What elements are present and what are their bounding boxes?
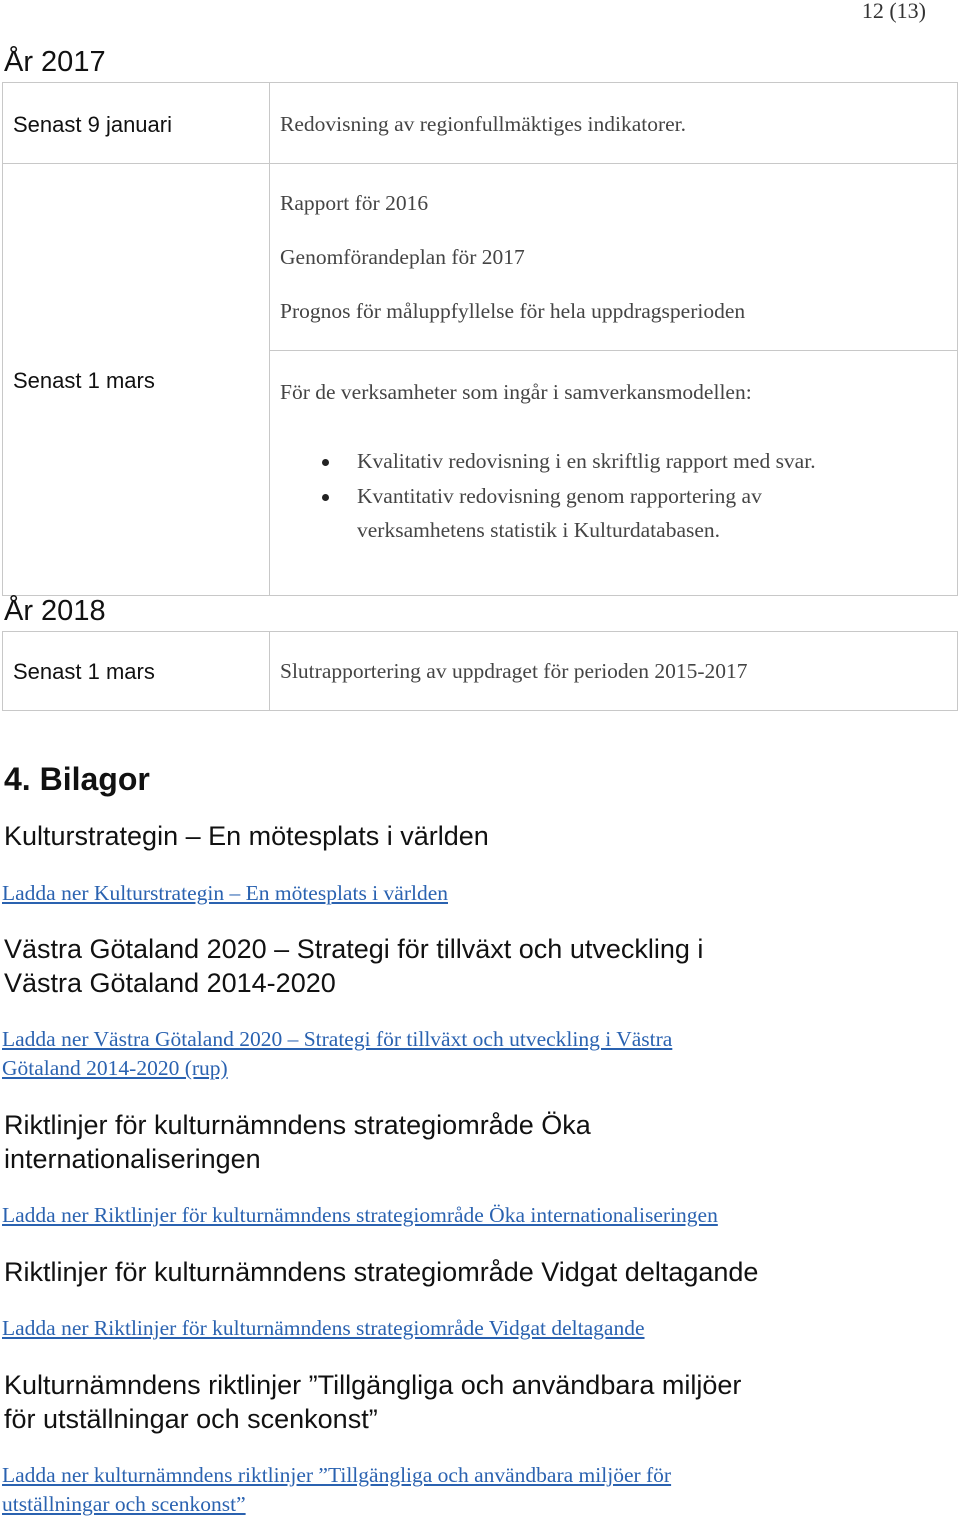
download-link[interactable]: Ladda ner Riktlinjer för kulturnämndens strategiområde Vidgat deltagande (2, 1316, 645, 1340)
section-title: 4. Bilagor (4, 761, 150, 797)
deadline-date: Senast 9 januari (13, 112, 172, 137)
task-line: Genomförandeplan för 2017 (280, 245, 525, 269)
page-number: 12 (13) (861, 0, 926, 23)
download-link[interactable]: utställningar och scenkonst” (2, 1492, 246, 1516)
task-line: Prognos för måluppfyllelse för hela uppdragsperioden (280, 299, 746, 323)
attachment-heading: internationaliseringen (4, 1144, 261, 1174)
deadline-date: Senast 1 mars (13, 659, 155, 684)
attachment-heading: Riktlinjer för kulturnämndens strategiområde Vidgat deltagande (4, 1257, 759, 1287)
attachment-heading: Kulturstrategin – En mötesplats i världen (4, 821, 489, 851)
download-link[interactable]: Ladda ner Riktlinjer för kulturnämndens strategiområde Öka internationaliseringen (2, 1203, 718, 1227)
row-divider (3, 163, 957, 164)
download-link[interactable]: Ladda ner Kulturstrategin – En mötesplats i världen (2, 881, 448, 905)
deadline-task: Redovisning av regionfullmäktiges indikatorer. (280, 112, 687, 136)
attachment-heading: Riktlinjer för kulturnämndens strategiområde Öka (4, 1110, 591, 1140)
bullet-text: Kvantitativ redovisning genom rapportering av (357, 484, 762, 508)
column-divider (269, 632, 270, 710)
task-intro: För de verksamheter som ingår i samverkansmodellen: (280, 380, 752, 404)
schedule-table-2017 (2, 82, 958, 596)
cell-divider (269, 350, 957, 351)
bullet-text: Kvalitativ redovisning i en skriftlig rapport med svar. (357, 449, 816, 473)
deadline-task: Slutrapportering av uppdraget för perioden 2015-2017 (280, 659, 748, 683)
bullet-icon (322, 459, 329, 466)
download-link[interactable]: Ladda ner kulturnämndens riktlinjer ”Tillgängliga och användbara miljöer för (2, 1463, 672, 1487)
column-divider (269, 83, 270, 595)
attachment-heading: Västra Götaland 2020 – Strategi för tillväxt och utveckling i (4, 934, 704, 964)
year-heading-2017: År 2017 (4, 46, 106, 78)
attachment-heading: Västra Götaland 2014-2020 (4, 968, 336, 998)
download-link[interactable]: Götaland 2014-2020 (rup) (2, 1056, 228, 1080)
task-line: Rapport för 2016 (280, 191, 429, 215)
attachment-heading: Kulturnämndens riktlinjer ”Tillgängliga och användbara miljöer (4, 1370, 742, 1400)
attachment-heading: för utställningar och scenkonst” (4, 1404, 378, 1434)
year-heading-2018: År 2018 (4, 595, 106, 627)
deadline-date: Senast 1 mars (13, 368, 155, 393)
schedule-table-2018 (2, 631, 958, 711)
download-link[interactable]: Ladda ner Västra Götaland 2020 – Strategi för tillväxt och utveckling i Västra (2, 1027, 673, 1051)
bullet-text: verksamhetens statistik i Kulturdatabasen. (357, 518, 721, 542)
bullet-icon (322, 494, 329, 501)
